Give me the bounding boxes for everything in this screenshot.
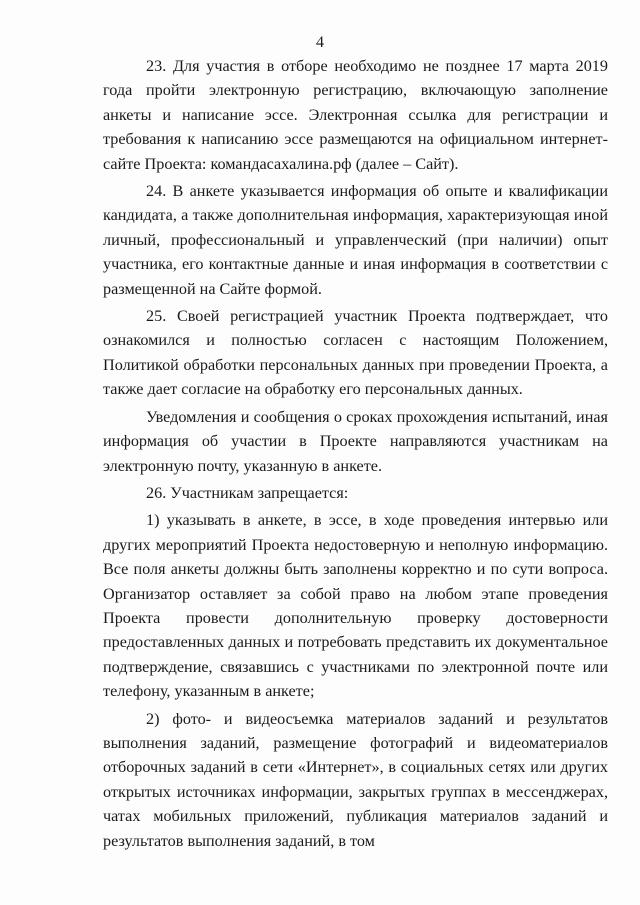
paragraph-26-heading: 26. Участникам запрещается: — [146, 483, 349, 502]
list-item-2: 2) фото- и видеосъемка материалов заданий и результатов выполнения заданий, размещение фотографий и видеоматериалов отборочных заданий в сети «Интернет», в социальных сетях или других открытых источниках информации, закрытых группах в мессенджерах, чатах мобильных приложений, публикация материалов заданий и результатов выполнения заданий, в том — [103, 709, 608, 850]
paragraph-notifications: Уведомления и сообщения о сроках прохождения испытаний, иная информация об участии в Проекте направляются участникам на электронную почту, указанную в анкете. — [103, 407, 608, 475]
paragraph-23: 23. Для участия в отборе необходимо не позднее 17 марта 2019 года пройти электронную регистрацию, включающую заполнение анкеты и написание эссе. Электронная ссылка для регистрации и требования к написанию эссе размещаются на официальном интернет-сайте Проекта: командасахалина.рф (далее – Сайт). — [103, 57, 608, 173]
paragraph-24: 24. В анкете указывается информация об опыте и квалификации кандидата, а также дополнительная информация, характеризующая иной личный, профессиональный и управленческий (при наличии) опыт участника, его контактные данные и иная информация в соответствии с размещенной на Сайте формой. — [103, 182, 608, 298]
page-number: 4 — [316, 34, 324, 51]
document-body — [103, 54, 608, 853]
list-item-1: 1) указывать в анкете, в эссе, в ходе проведения интервью или других мероприятий Проекта недостоверную и неполную информацию. Все поля анкеты должны быть заполнены корректно и по сути вопроса. Организатор оставляет за собой право на любом этапе проведения Проекта провести дополнительную проверку достоверности предоставленных данных и потребовать представить их документальное подтверждение, связавшись с участниками по электронной почте или телефону, указанным в анкете; — [103, 511, 608, 701]
paragraph-25: 25. Своей регистрацией участник Проекта подтверждает, что ознакомился и полностью согласен с настоящим Положением, Политикой обработки персональных данных при проведении Проекта, а также дает согласие на обработку его персональных данных. — [103, 307, 608, 399]
